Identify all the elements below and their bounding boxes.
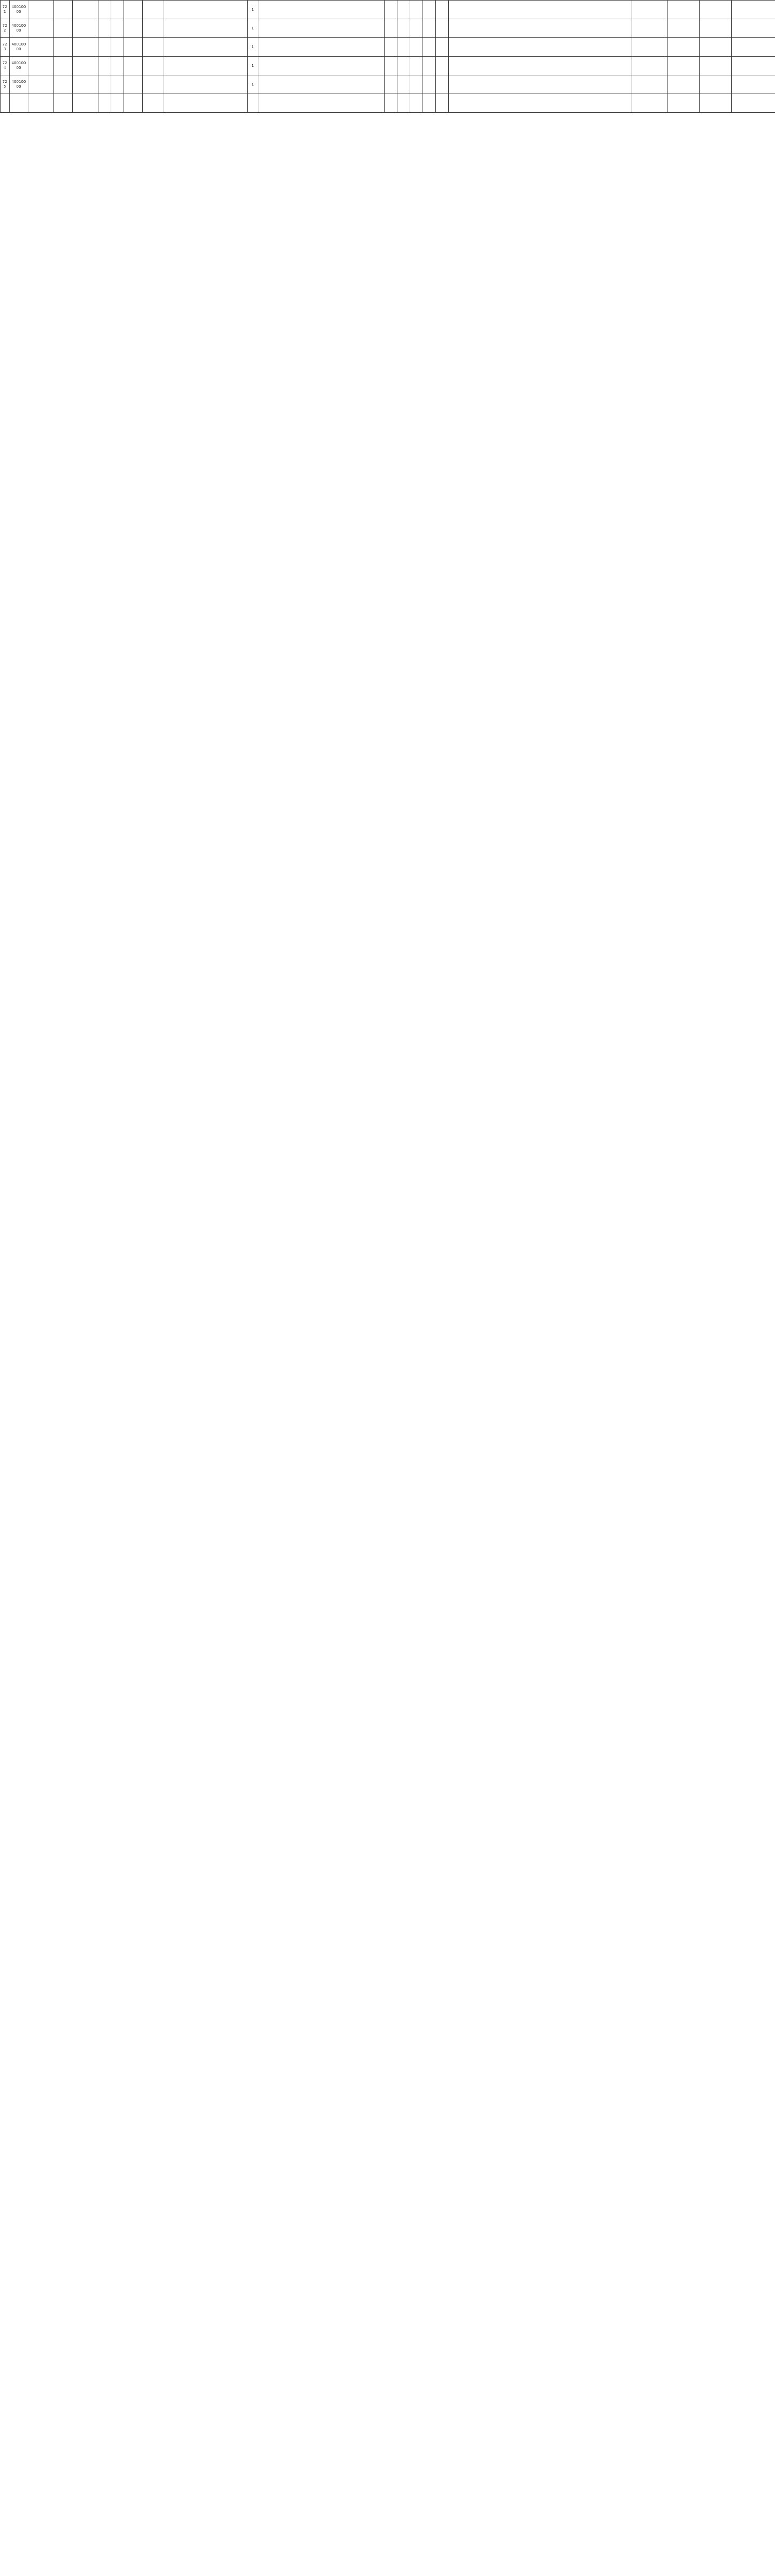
cell-dept_code: 40010000 [10, 19, 28, 38]
cell-nature [98, 75, 111, 94]
cell-num: 725 [1, 75, 10, 94]
cell-degree [385, 19, 397, 38]
cell-post_code [124, 94, 143, 113]
cell-dept [28, 38, 54, 57]
cell-exam_type [632, 94, 667, 113]
cell-note [732, 19, 775, 38]
cell-note [732, 38, 775, 57]
cell-ratio [667, 38, 700, 57]
cell-major [258, 1, 385, 19]
cell-post_code [124, 38, 143, 57]
cell-ratio [667, 57, 700, 75]
cell-dept [28, 19, 54, 38]
cell-post_type [111, 57, 124, 75]
cell-work_years [436, 75, 449, 94]
cell-interview [700, 75, 732, 94]
cell-other [449, 94, 632, 113]
cell-unit [73, 38, 98, 57]
cell-note [732, 75, 775, 94]
cell-major [258, 94, 385, 113]
cell-dept [28, 94, 54, 113]
cell-post_type [111, 19, 124, 38]
cell-nature [98, 38, 111, 57]
cell-age [410, 19, 423, 38]
cell-exam_type [632, 57, 667, 75]
cell-degree [385, 94, 397, 113]
cell-ratio [667, 1, 700, 19]
cell-other [449, 38, 632, 57]
cell-interview [700, 57, 732, 75]
table-body [1, 1, 775, 113]
cell-post_intro [164, 19, 248, 38]
cell-nature [98, 19, 111, 38]
cell-post_intro [164, 38, 248, 57]
cell-education [397, 38, 410, 57]
cell-post_name [143, 94, 164, 113]
cell-age [410, 94, 423, 113]
cell-major [258, 38, 385, 57]
cell-post_name [143, 38, 164, 57]
cell-post_code [124, 1, 143, 19]
cell-post_name [143, 75, 164, 94]
cell-politics [423, 75, 436, 94]
cell-unit_code [54, 1, 73, 19]
cell-dept [28, 75, 54, 94]
cell-dept_code: 40010000 [10, 38, 28, 57]
cell-note [732, 94, 775, 113]
cell-age [410, 57, 423, 75]
cell-interview [700, 19, 732, 38]
cell-unit_code [54, 94, 73, 113]
cell-exam_type [632, 1, 667, 19]
cell-work_years [436, 57, 449, 75]
cell-post_name [143, 1, 164, 19]
cell-unit [73, 75, 98, 94]
cell-ratio [667, 94, 700, 113]
cell-interview [700, 38, 732, 57]
cell-unit [73, 1, 98, 19]
cell-post_type [111, 1, 124, 19]
cell-work_years [436, 1, 449, 19]
cell-education [397, 19, 410, 38]
cell-post_code [124, 75, 143, 94]
cell-politics [423, 19, 436, 38]
cell-nature [98, 94, 111, 113]
cell-age [410, 1, 423, 19]
cell-note [732, 57, 775, 75]
table-row [1, 1, 775, 19]
cell-count: 1 [248, 19, 258, 38]
cell-age [410, 38, 423, 57]
cell-note [732, 1, 775, 19]
cell-dept_code [10, 94, 28, 113]
cell-other [449, 1, 632, 19]
cell-other [449, 57, 632, 75]
cell-post_name [143, 19, 164, 38]
cell-unit [73, 19, 98, 38]
cell-num [1, 94, 10, 113]
cell-exam_type [632, 38, 667, 57]
cell-unit_code [54, 57, 73, 75]
cell-post_type [111, 94, 124, 113]
cell-education [397, 75, 410, 94]
cell-unit_code [54, 38, 73, 57]
cell-dept [28, 1, 54, 19]
cell-count: 1 [248, 75, 258, 94]
table-row [1, 19, 775, 38]
cell-age [410, 75, 423, 94]
cell-work_years [436, 19, 449, 38]
cell-degree [385, 38, 397, 57]
cell-unit [73, 94, 98, 113]
cell-degree [385, 1, 397, 19]
table-row [1, 38, 775, 57]
cell-count: 1 [248, 57, 258, 75]
cell-dept_code: 40010000 [10, 1, 28, 19]
cell-post_type [111, 38, 124, 57]
cell-unit_code [54, 19, 73, 38]
cell-post_name [143, 57, 164, 75]
cell-num: 722 [1, 19, 10, 38]
cell-dept_code: 40010000 [10, 57, 28, 75]
cell-other [449, 75, 632, 94]
cell-education [397, 57, 410, 75]
cell-post_type [111, 75, 124, 94]
cell-count: 1 [248, 38, 258, 57]
cell-work_years [436, 38, 449, 57]
cell-interview [700, 94, 732, 113]
cell-num: 721 [1, 1, 10, 19]
recruitment-table [0, 0, 775, 113]
cell-post_intro [164, 94, 248, 113]
cell-exam_type [632, 75, 667, 94]
cell-degree [385, 75, 397, 94]
table-row [1, 94, 775, 113]
cell-post_code [124, 19, 143, 38]
cell-major [258, 19, 385, 38]
cell-nature [98, 1, 111, 19]
cell-post_intro [164, 75, 248, 94]
cell-other [449, 19, 632, 38]
cell-politics [423, 57, 436, 75]
cell-dept [28, 57, 54, 75]
cell-dept_code: 40010000 [10, 75, 28, 94]
cell-degree [385, 57, 397, 75]
cell-num: 723 [1, 38, 10, 57]
cell-interview [700, 1, 732, 19]
cell-politics [423, 1, 436, 19]
cell-politics [423, 94, 436, 113]
cell-count: 1 [248, 1, 258, 19]
cell-major [258, 75, 385, 94]
table-row [1, 57, 775, 75]
cell-work_years [436, 94, 449, 113]
cell-count [248, 94, 258, 113]
cell-education [397, 94, 410, 113]
cell-post_code [124, 57, 143, 75]
cell-post_intro [164, 57, 248, 75]
cell-exam_type [632, 19, 667, 38]
cell-politics [423, 38, 436, 57]
cell-unit_code [54, 75, 73, 94]
cell-post_intro [164, 1, 248, 19]
cell-nature [98, 57, 111, 75]
cell-education [397, 1, 410, 19]
table-row [1, 75, 775, 94]
cell-unit [73, 57, 98, 75]
cell-major [258, 57, 385, 75]
cell-ratio [667, 75, 700, 94]
cell-ratio [667, 19, 700, 38]
cell-num: 724 [1, 57, 10, 75]
